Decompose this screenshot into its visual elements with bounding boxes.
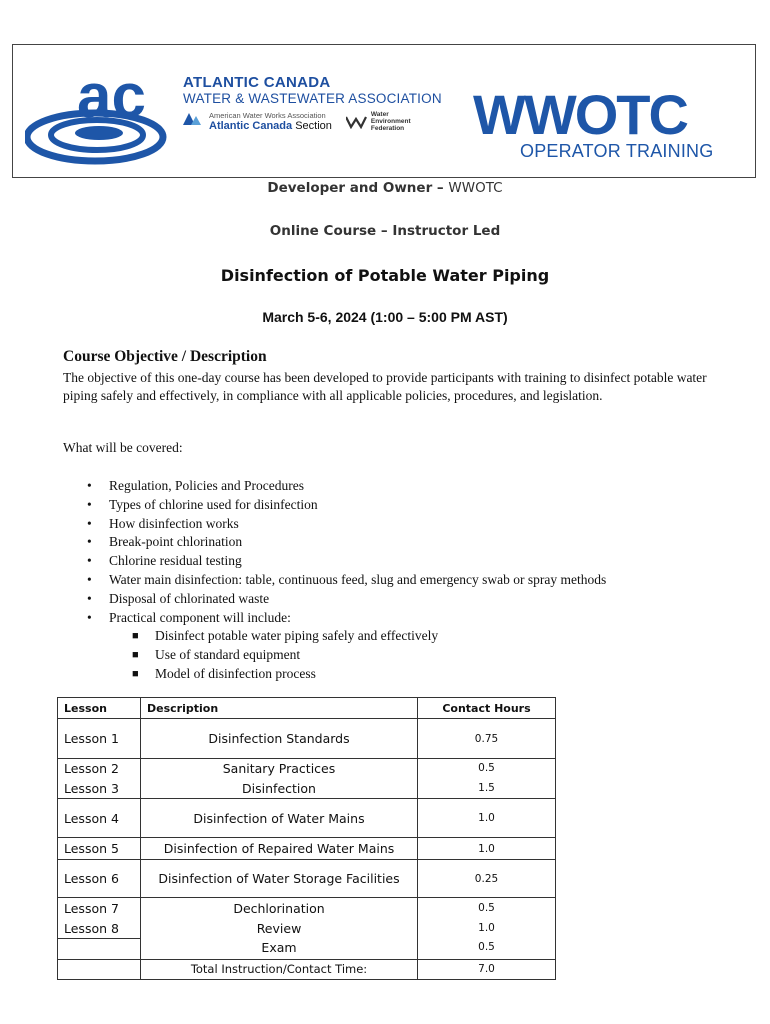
table-row: Lesson 2 Lesson 3 Sanitary Practices Disinfection 0.5 1.5	[58, 759, 556, 799]
objective-heading: Course Objective / Description	[63, 348, 267, 365]
table-header-row	[58, 698, 556, 719]
table-row: Lesson 1 Disinfection Standards 0.75	[58, 719, 556, 759]
lessons-table	[57, 697, 556, 980]
list-item: • Disposal of chlorinated waste	[87, 590, 270, 606]
total-label: Total Instruction/Contact Time:	[141, 959, 418, 979]
header-lesson: Lesson	[58, 698, 141, 719]
wwotc-subtitle: OPERATOR TRAINING	[520, 141, 714, 161]
table-row: Lesson 5 Disinfection of Repaired Water Mains 1.0	[58, 838, 556, 860]
wwotc-wordmark: WWOTC	[473, 83, 687, 146]
table-row: Lesson 7 Lesson 8 Dechlorination Review Exam 0.5 1.0 0.5	[58, 898, 556, 960]
header-logo-box	[12, 44, 756, 178]
list-item: • Regulation, Policies and Procedures	[87, 478, 304, 493]
course-date: March 5-6, 2024 (1:00 – 5:00 PM AST)	[262, 309, 508, 325]
list-item: • Break-point chlorination	[87, 534, 243, 550]
table-total-row	[58, 959, 556, 979]
svg-text:ac: ac	[77, 62, 146, 131]
ac-line2: WATER & WASTEWATER ASSOCIATION	[183, 91, 442, 106]
header-description: Description	[141, 698, 418, 719]
list-item: • How disinfection works	[87, 515, 239, 531]
wwotc-logo	[473, 85, 728, 165]
developer-owner-line: Developer and Owner – WWOTC	[267, 180, 503, 196]
total-hours: 7.0	[418, 959, 556, 979]
ac-wwa-logo-icon	[25, 59, 175, 169]
sub-list-item: ■ Disinfect potable water piping safely and effectively	[132, 628, 439, 644]
awwa-section: Atlantic Canada Section	[209, 120, 332, 132]
list-item: • Chlorine residual testing	[87, 553, 242, 569]
table-row: Lesson 4 Disinfection of Water Mains 1.0	[58, 799, 556, 838]
list-item: • Practical component will include: ■ Disinfect potable water piping safely and effectively ■ Use of standard equipment ■ Model of disinfection process	[85, 609, 606, 684]
table-row: Lesson 6 Disinfection of Water Storage Facilities 0.25	[58, 860, 556, 898]
list-item: • Water main disinfection: table, continuous feed, slug and emergency swab or spray methods	[87, 571, 607, 587]
awwa-text: American Water Works Association	[209, 111, 326, 120]
sub-list-item: ■ Model of disinfection process	[132, 665, 316, 681]
ac-line1: ATLANTIC CANADA	[183, 74, 331, 91]
sub-list-item: ■ Use of standard equipment	[132, 647, 301, 663]
awwa-mark-icon	[183, 111, 201, 125]
ac-wwa-text-block	[183, 75, 442, 133]
header-contact-hours: Contact Hours	[418, 698, 556, 719]
course-format: Online Course – Instructor Led	[269, 223, 501, 239]
wef-text: Water Environment Federation	[370, 111, 411, 132]
covered-label: What will be covered:	[63, 440, 183, 455]
list-item: • Types of chlorine used for disinfection	[87, 496, 318, 512]
covered-list	[85, 477, 606, 684]
course-title: Disinfection of Potable Water Piping	[220, 266, 550, 285]
objective-text: The objective of this one-day course has been developed to provide participants with training to disinfect potable water piping safely and effectively, in compliance with all applicable policies, procedures, and legislation.	[63, 370, 707, 403]
wef-logo	[346, 111, 417, 132]
practical-sub-list	[109, 627, 606, 683]
wef-mark-icon	[346, 115, 368, 129]
